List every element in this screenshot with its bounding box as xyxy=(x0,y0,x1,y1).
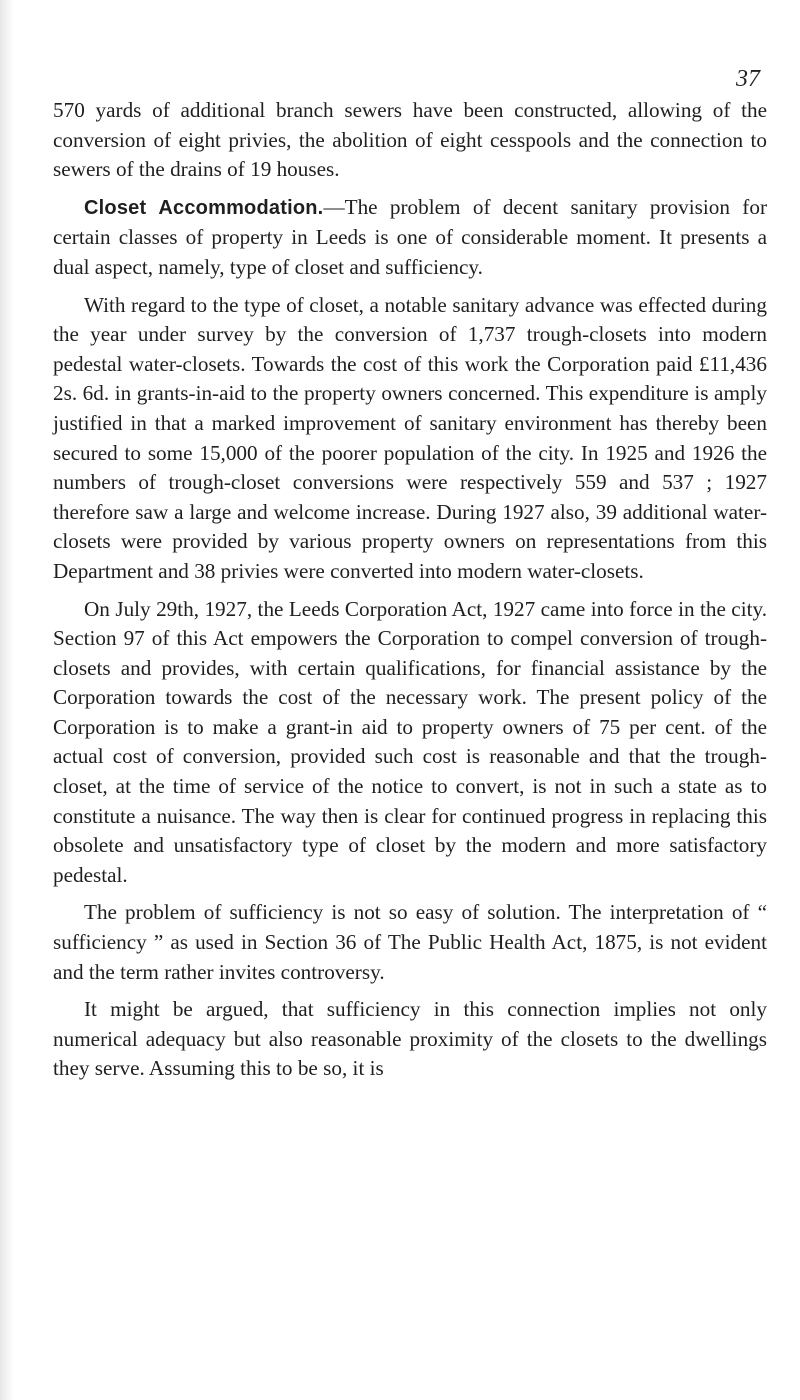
page-edge-shadow xyxy=(0,0,14,1400)
paragraph-proximity-argument: It might be argued, that sufficiency in this connection implies not only numerical adequacy but also reasonable proximity of the closets to the dwellings they serve. Assuming this to be so, it is xyxy=(53,997,767,1081)
page-number: 37 xyxy=(736,66,760,92)
section-heading-closet-accommodation: Closet Accommodation. xyxy=(84,196,324,219)
paragraph-type-of-closet: With regard to the type of closet, a notable sanitary advance was effected during the year under survey by the conversion of 1,737 trough-closets into modern pedestal water-closets. Towards the cost of this work the Corporation paid £11,436 2s. 6d. in grants-in-aid to the property owners concerned. This expenditure is amply justified in that a marked improvement of sanitary environment has thereby been secured to some 15,000 of the poorer population of the city. In 1925 and 1926 the numbers of trough-closet conversions were respectively 559 and 537 ; 1927 therefore saw a large and welcome increase. During 1927 also, 39 additional water-closets were provided by various property owners on representations from this Department and 38 privies were converted into modern water-closets. xyxy=(53,292,767,583)
paragraph-leeds-corporation-act: On July 29th, 1927, the Leeds Corporation Act, 1927 came into force in the city. Section 97 of this Act empowers the Corporation to compel conversion of trough-closets and provides, with certain qualifications, for financial assistance by the Corporation towards the cost of the necessary work. The present policy of the Corporation is to make a grant-in aid to property owners of 75 per cent. of the actual cost of conversion, provided such cost is reasonable and that the trough-closet, at the time of service of the notice to convert, is not in such a state as to constitute a nuisance. The way then is clear for continued progress in replacing this obsolete and unsatisfactory type of closet by the modern and more satisfactory pedestal. xyxy=(53,596,767,887)
page-content xyxy=(53,96,767,1092)
paragraph-closet-accommodation xyxy=(53,193,767,283)
paragraph-closet-accommodation-text: —The problem of decent sanitary provision for certain classes of property in Leeds is one of considerable moment. It presents a dual aspect, namely, type of closet and sufficiency. xyxy=(53,194,768,279)
paragraph-sufficiency-problem: The problem of sufficiency is not so easy of solution. The interpretation of “ sufficiency ” as used in Section 36 of The Public Health Act, 1875, is not evident and the term rather invites controversy. xyxy=(53,900,767,984)
paragraph-branch-sewers: 570 yards of additional branch sewers have been constructed, allowing of the conversion of eight privies, the abolition of eight cesspools and the connection to sewers of the drains of 19 houses. xyxy=(53,98,767,182)
